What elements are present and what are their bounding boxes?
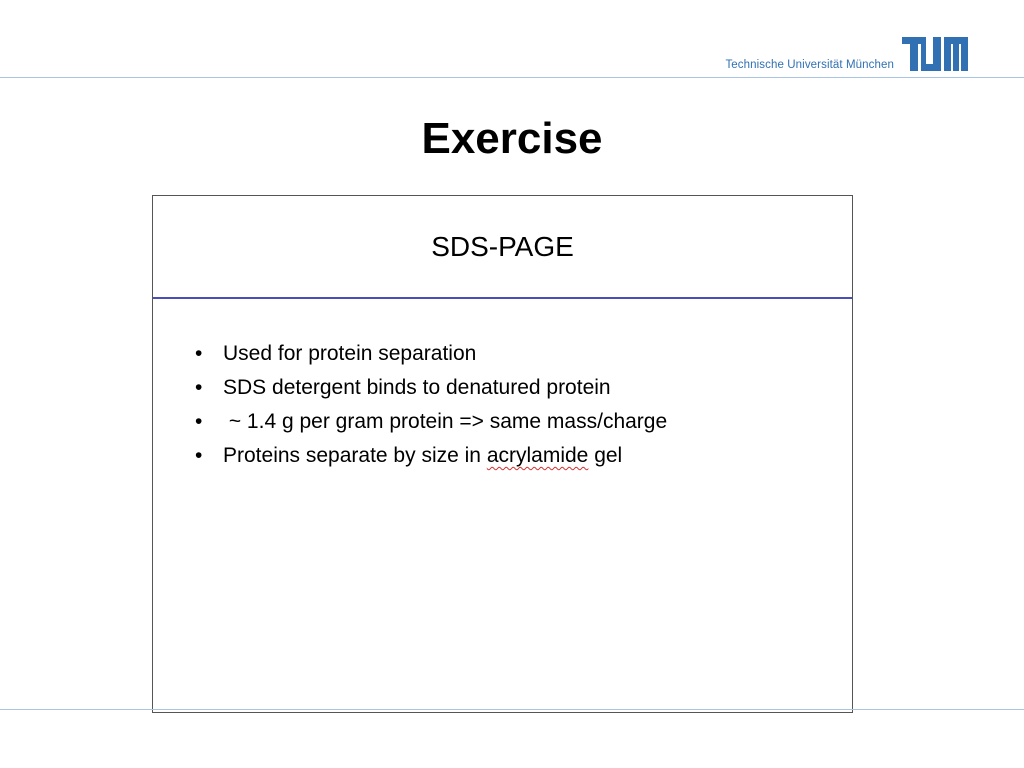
bullet-text-end: gel xyxy=(588,444,623,467)
bullet-text xyxy=(223,444,622,467)
footer-divider xyxy=(0,709,1024,710)
bullet-item xyxy=(193,441,667,475)
header-divider xyxy=(0,77,1024,78)
university-name: Technische Universität München xyxy=(725,59,894,71)
slide-title: SDS-PAGE xyxy=(431,231,574,262)
embedded-slide xyxy=(152,195,853,713)
bullet-icon: • xyxy=(195,342,203,365)
bullet-icon: • xyxy=(195,410,203,433)
bullet-icon: • xyxy=(195,444,203,467)
bullet-text-start: Proteins separate by size in xyxy=(223,444,487,467)
page-title: Exercise xyxy=(421,114,603,163)
bullet-item xyxy=(193,339,667,373)
tum-logo-icon xyxy=(902,37,968,71)
bullet-list xyxy=(193,339,667,475)
bullet-icon: • xyxy=(195,376,203,399)
bullet-text: SDS detergent binds to denatured protein xyxy=(223,376,611,399)
spellcheck-flagged-word: acrylamide xyxy=(486,444,589,467)
bullet-item xyxy=(193,373,667,407)
bullet-text: ~ 1.4 g per gram protein => same mass/charge xyxy=(223,410,668,433)
slide-title-rule xyxy=(153,297,852,299)
bullet-text: Used for protein separation xyxy=(223,342,477,365)
bullet-item xyxy=(193,407,667,441)
